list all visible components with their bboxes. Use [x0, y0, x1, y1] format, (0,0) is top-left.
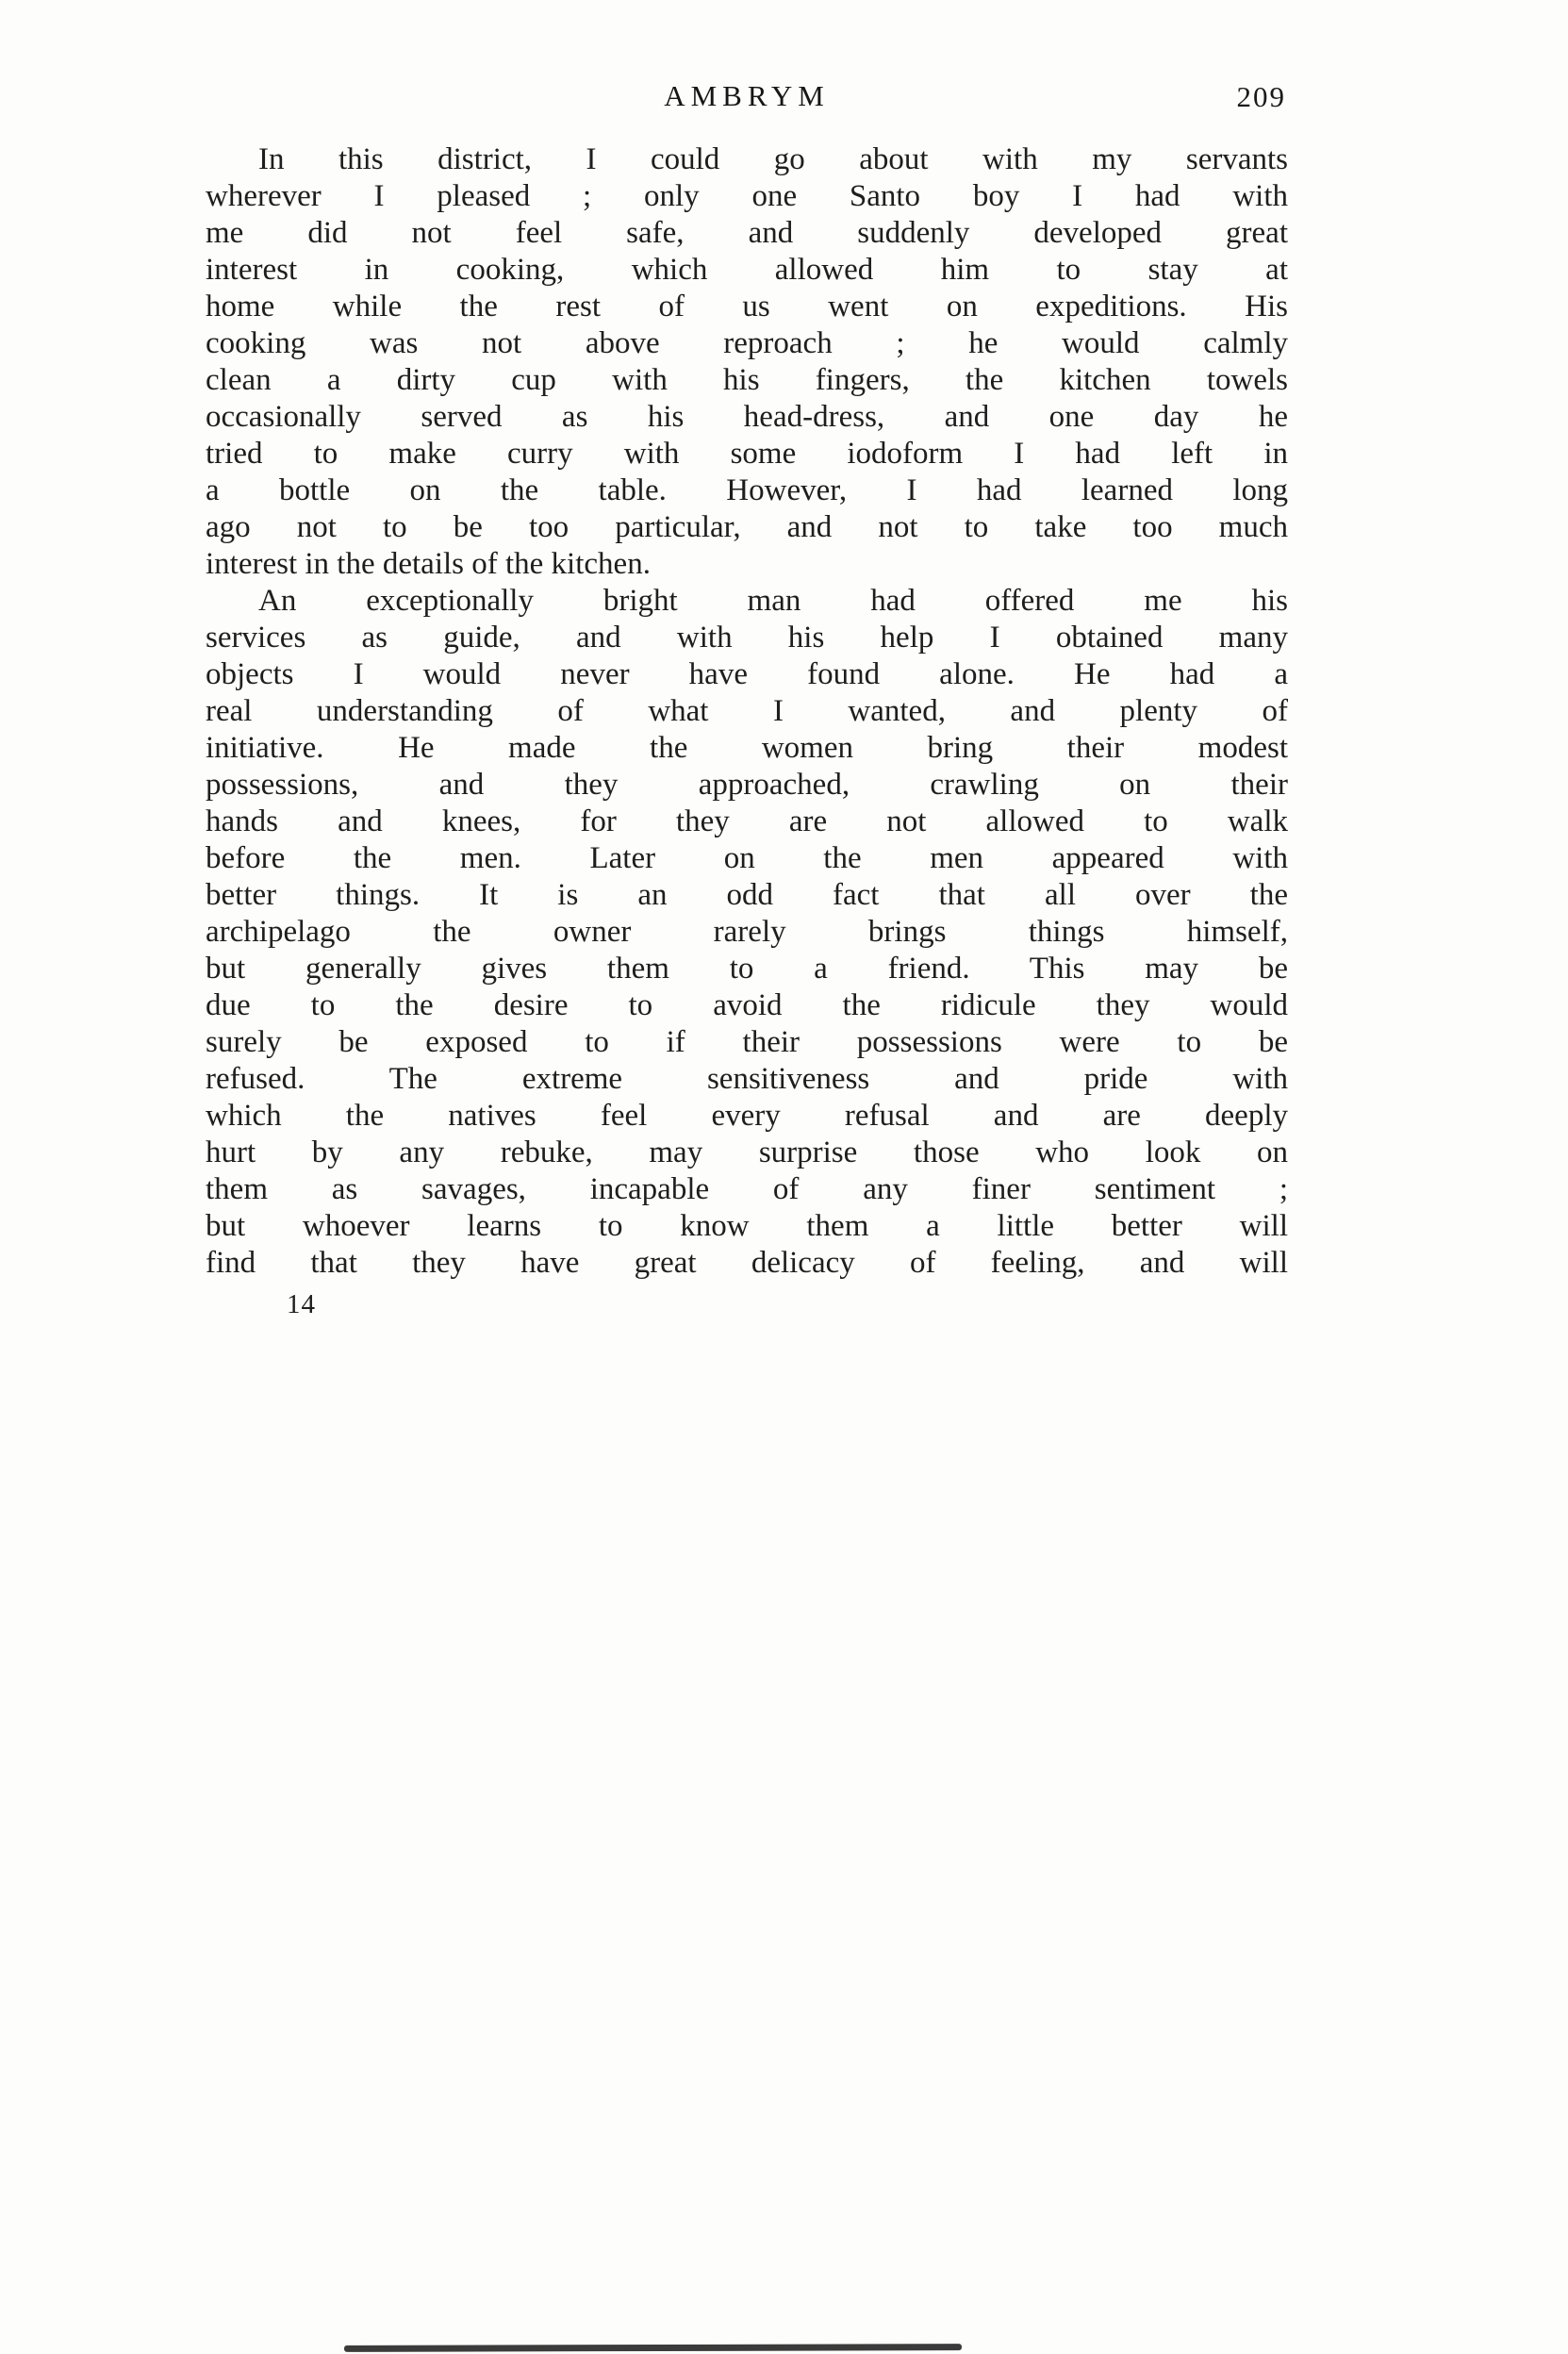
- text-line: due to the desire to avoid the ridicule they would: [206, 988, 1288, 1022]
- text-line: them as savages, incapable of any finer sentiment ;: [206, 1172, 1288, 1206]
- paragraph-2: [206, 583, 1288, 1282]
- scan-artifact-line: [344, 2344, 962, 2352]
- text-line: find that they have great delicacy of feeling, and will: [206, 1246, 1288, 1280]
- text-block: [206, 79, 1288, 1320]
- text-line: services as guide, and with his help I obtained many: [206, 621, 1288, 655]
- text-line: wherever I pleased ; only one Santo boy I had with: [206, 179, 1288, 213]
- text-line: better things. It is an odd fact that all over the: [206, 878, 1288, 912]
- text-line: cooking was not above reproach ; he would calmly: [206, 326, 1288, 360]
- signature-mark: 14: [287, 1289, 316, 1319]
- text-line: but generally gives them to a friend. This may be: [206, 952, 1288, 986]
- text-line: initiative. He made the women bring their modest: [206, 731, 1288, 765]
- text-line: occasionally served as his head-dress, and one day he: [206, 400, 1288, 434]
- text-line: interest in the details of the kitchen.: [206, 547, 651, 581]
- running-title: AMBRYM: [664, 79, 830, 112]
- text-line: me did not feel safe, and suddenly developed great: [206, 216, 1288, 250]
- text-line: interest in cooking, which allowed him to stay at: [206, 253, 1288, 287]
- text-line: but whoever learns to know them a little better will: [206, 1209, 1288, 1243]
- text-line: tried to make curry with some iodoform I had left in: [206, 437, 1288, 471]
- text-line: home while the rest of us went on expeditions. His: [206, 290, 1288, 323]
- text-line: before the men. Later on the men appeared with: [206, 841, 1288, 875]
- text-line: ago not to be too particular, and not to take too much: [206, 510, 1288, 544]
- text-line: possessions, and they approached, crawling on their: [206, 768, 1288, 802]
- text-line: real understanding of what I wanted, and plenty of: [206, 694, 1288, 728]
- text-line: refused. The extreme sensitiveness and pride with: [206, 1062, 1288, 1096]
- text-line: clean a dirty cup with his fingers, the kitchen towels: [206, 363, 1288, 397]
- text-line: hands and knees, for they are not allowed to walk: [206, 804, 1288, 838]
- text-line: a bottle on the table. However, I had learned long: [206, 473, 1288, 507]
- text-line: An exceptionally bright man had offered me his: [258, 584, 1288, 618]
- text-line: surely be exposed to if their possessions were to be: [206, 1025, 1288, 1059]
- text-line: objects I would never have found alone. He had a: [206, 657, 1288, 691]
- page-header: [206, 79, 1288, 121]
- text-line: hurt by any rebuke, may surprise those who look on: [206, 1136, 1288, 1169]
- page-number: 209: [1236, 80, 1286, 113]
- text-line: which the natives feel every refusal and are deeply: [206, 1099, 1288, 1133]
- text-line: archipelago the owner rarely brings things himself,: [206, 915, 1288, 949]
- text-line: In this district, I could go about with my servants: [258, 142, 1288, 176]
- paragraph-1: [206, 141, 1288, 583]
